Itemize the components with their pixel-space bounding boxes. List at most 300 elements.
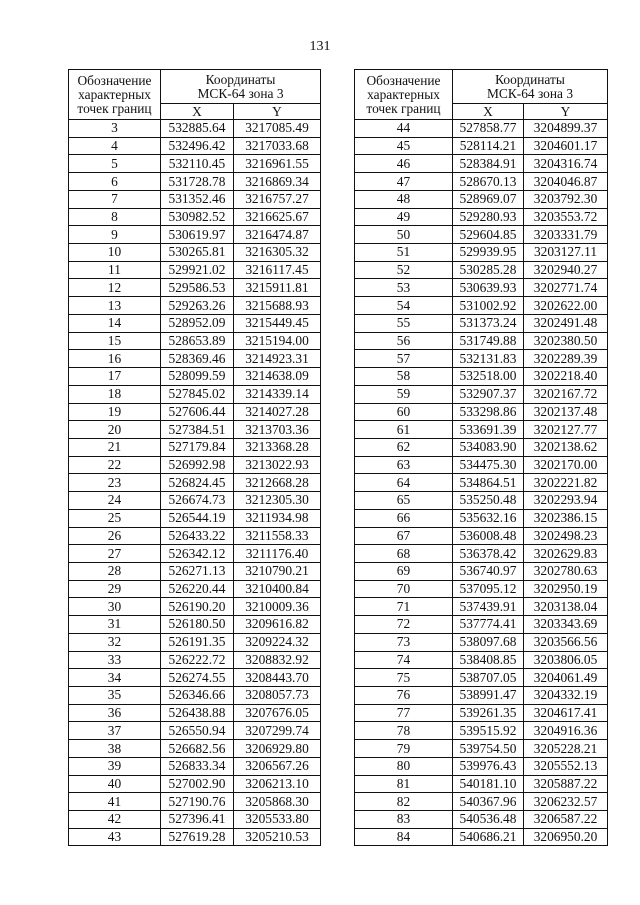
table-row (69, 545, 321, 563)
table-row (69, 704, 321, 722)
y-coordinate-cell: 3203792.30 (524, 190, 608, 208)
table-row (69, 616, 321, 634)
point-number-cell: 78 (355, 722, 453, 740)
table-row (355, 474, 608, 492)
y-coordinate-cell: 3205228.21 (524, 740, 608, 758)
table-row (355, 633, 608, 651)
x-coordinate-cell: 532496.42 (161, 137, 234, 155)
table-row (355, 598, 608, 616)
y-coordinate-cell: 3206929.80 (234, 740, 321, 758)
point-number-cell: 69 (355, 562, 453, 580)
table-row (69, 155, 321, 173)
table-row (69, 226, 321, 244)
x-coordinate-cell: 540367.96 (453, 793, 524, 811)
x-column-header: X (453, 104, 524, 120)
table-row (355, 740, 608, 758)
x-coordinate-cell: 526833.34 (161, 757, 234, 775)
table-row (355, 208, 608, 226)
y-coordinate-cell: 3202940.27 (524, 261, 608, 279)
point-number-cell: 71 (355, 598, 453, 616)
point-number-cell: 32 (69, 633, 161, 651)
y-coordinate-cell: 3211934.98 (234, 509, 321, 527)
table-row (355, 368, 608, 386)
table-row (355, 385, 608, 403)
table-row (69, 244, 321, 262)
coordinate-system-label: МСК-64 зона 3 (197, 85, 284, 101)
point-number-cell: 8 (69, 208, 161, 226)
y-coordinate-cell: 3211176.40 (234, 545, 321, 563)
table-row (69, 775, 321, 793)
table-row (355, 704, 608, 722)
y-coordinate-cell: 3209224.32 (234, 633, 321, 651)
x-coordinate-cell: 531002.92 (453, 297, 524, 315)
table-row (355, 403, 608, 421)
table-row (355, 261, 608, 279)
y-coordinate-cell: 3202127.77 (524, 421, 608, 439)
x-coordinate-cell: 526346.66 (161, 687, 234, 705)
table-row (69, 173, 321, 191)
point-number-cell: 84 (355, 828, 453, 846)
y-coordinate-cell: 3202138.62 (524, 438, 608, 456)
y-coordinate-cell: 3205552.13 (524, 757, 608, 775)
x-coordinate-cell: 539976.43 (453, 757, 524, 775)
y-coordinate-cell: 3202950.19 (524, 580, 608, 598)
x-coordinate-cell: 530639.93 (453, 279, 524, 297)
y-coordinate-cell: 3202780.63 (524, 562, 608, 580)
x-coordinate-cell: 538707.05 (453, 669, 524, 687)
x-coordinate-cell: 526438.88 (161, 704, 234, 722)
point-number-cell: 81 (355, 775, 453, 793)
table-row (69, 137, 321, 155)
x-coordinate-cell: 526190.20 (161, 598, 234, 616)
point-number-cell: 53 (355, 279, 453, 297)
x-coordinate-cell: 534083.90 (453, 438, 524, 456)
table-row (355, 828, 608, 846)
x-coordinate-cell: 537774.41 (453, 616, 524, 634)
y-coordinate-cell: 3202218.40 (524, 368, 608, 386)
x-coordinate-cell: 535632.16 (453, 509, 524, 527)
x-column-header: X (161, 104, 234, 120)
y-coordinate-cell: 3202386.15 (524, 509, 608, 527)
point-column-header (69, 70, 161, 120)
x-coordinate-cell: 529604.85 (453, 226, 524, 244)
x-coordinate-cell: 537095.12 (453, 580, 524, 598)
coordinate-system-label: МСК-64 зона 3 (486, 85, 574, 101)
table-row (355, 669, 608, 687)
x-coordinate-cell: 528670.13 (453, 173, 524, 191)
point-number-cell: 82 (355, 793, 453, 811)
y-coordinate-cell: 3209616.82 (234, 616, 321, 634)
table-row (355, 811, 608, 829)
y-coordinate-cell: 3205887.22 (524, 775, 608, 793)
table-row (355, 775, 608, 793)
y-coordinate-cell: 3204601.17 (524, 137, 608, 155)
x-coordinate-cell: 536740.97 (453, 562, 524, 580)
point-number-cell: 17 (69, 368, 161, 386)
point-number-cell: 52 (355, 261, 453, 279)
point-number-cell: 39 (69, 757, 161, 775)
table-row (355, 314, 608, 332)
point-number-cell: 19 (69, 403, 161, 421)
point-number-cell: 37 (69, 722, 161, 740)
y-coordinate-cell: 3202629.83 (524, 545, 608, 563)
point-number-cell: 49 (355, 208, 453, 226)
x-coordinate-cell: 527619.28 (161, 828, 234, 846)
x-coordinate-cell: 530619.97 (161, 226, 234, 244)
table-row (355, 580, 608, 598)
point-header-line1: Обозначение (77, 72, 152, 88)
table-row (69, 120, 321, 138)
y-coordinate-cell: 3213703.36 (234, 421, 321, 439)
point-number-cell: 20 (69, 421, 161, 439)
point-number-cell: 16 (69, 350, 161, 368)
point-number-cell: 46 (355, 155, 453, 173)
point-number-cell: 36 (69, 704, 161, 722)
x-coordinate-cell: 529939.95 (453, 244, 524, 262)
table-row (69, 811, 321, 829)
point-header-line3: точек границ (77, 100, 152, 116)
x-coordinate-cell: 539515.92 (453, 722, 524, 740)
table-row (355, 120, 608, 138)
table-row (355, 651, 608, 669)
x-coordinate-cell: 526433.22 (161, 527, 234, 545)
point-number-cell: 6 (69, 173, 161, 191)
y-coordinate-cell: 3207299.74 (234, 722, 321, 740)
point-number-cell: 24 (69, 492, 161, 510)
point-number-cell: 67 (355, 527, 453, 545)
table-row (69, 456, 321, 474)
y-coordinate-cell: 3203806.05 (524, 651, 608, 669)
point-number-cell: 65 (355, 492, 453, 510)
table-row (69, 580, 321, 598)
point-number-cell: 74 (355, 651, 453, 669)
y-coordinate-cell: 3202289.39 (524, 350, 608, 368)
point-header-line1: Обозначение (366, 72, 441, 88)
y-coordinate-cell: 3206567.26 (234, 757, 321, 775)
table-row (69, 757, 321, 775)
x-coordinate-cell: 538097.68 (453, 633, 524, 651)
table-row (69, 368, 321, 386)
y-coordinate-cell: 3204061.49 (524, 669, 608, 687)
table-row (69, 279, 321, 297)
x-coordinate-cell: 527396.41 (161, 811, 234, 829)
point-number-cell: 50 (355, 226, 453, 244)
point-number-cell: 11 (69, 261, 161, 279)
x-coordinate-cell: 540181.10 (453, 775, 524, 793)
x-coordinate-cell: 526992.98 (161, 456, 234, 474)
table-row (355, 545, 608, 563)
point-number-cell: 26 (69, 527, 161, 545)
x-coordinate-cell: 530265.81 (161, 244, 234, 262)
point-number-cell: 3 (69, 120, 161, 138)
point-number-cell: 63 (355, 456, 453, 474)
point-number-cell: 55 (355, 314, 453, 332)
y-coordinate-cell: 3208443.70 (234, 669, 321, 687)
point-number-cell: 31 (69, 616, 161, 634)
point-number-cell: 40 (69, 775, 161, 793)
point-number-cell: 66 (355, 509, 453, 527)
point-number-cell: 83 (355, 811, 453, 829)
point-number-cell: 7 (69, 190, 161, 208)
point-number-cell: 33 (69, 651, 161, 669)
y-coordinate-cell: 3215688.93 (234, 297, 321, 315)
x-coordinate-cell: 526271.13 (161, 562, 234, 580)
point-number-cell: 51 (355, 244, 453, 262)
y-coordinate-cell: 3205533.80 (234, 811, 321, 829)
x-coordinate-cell: 534864.51 (453, 474, 524, 492)
x-coordinate-cell: 532110.45 (161, 155, 234, 173)
y-coordinate-cell: 3212305.30 (234, 492, 321, 510)
table-row (69, 297, 321, 315)
y-coordinate-cell: 3214339.14 (234, 385, 321, 403)
table-row (355, 297, 608, 315)
table-row (69, 385, 321, 403)
table-row (355, 350, 608, 368)
point-number-cell: 23 (69, 474, 161, 492)
y-coordinate-cell: 3217033.68 (234, 137, 321, 155)
y-coordinate-cell: 3203331.79 (524, 226, 608, 244)
point-number-cell: 68 (355, 545, 453, 563)
table-row (69, 633, 321, 651)
coordinates-title: Координаты (205, 71, 276, 87)
point-number-cell: 13 (69, 297, 161, 315)
table-row (69, 403, 321, 421)
x-coordinate-cell: 535250.48 (453, 492, 524, 510)
y-coordinate-cell: 3203566.56 (524, 633, 608, 651)
x-coordinate-cell: 529921.02 (161, 261, 234, 279)
point-number-cell: 64 (355, 474, 453, 492)
point-number-cell: 58 (355, 368, 453, 386)
x-coordinate-cell: 529280.93 (453, 208, 524, 226)
table-row (355, 562, 608, 580)
y-coordinate-cell: 3202167.72 (524, 385, 608, 403)
y-coordinate-cell: 3214638.09 (234, 368, 321, 386)
y-coordinate-cell: 3204332.19 (524, 687, 608, 705)
point-number-cell: 79 (355, 740, 453, 758)
point-number-cell: 21 (69, 438, 161, 456)
point-number-cell: 29 (69, 580, 161, 598)
y-coordinate-cell: 3202221.82 (524, 474, 608, 492)
x-coordinate-cell: 527190.76 (161, 793, 234, 811)
coordinates-table-left (68, 69, 321, 846)
table-row (355, 244, 608, 262)
x-coordinate-cell: 526544.19 (161, 509, 234, 527)
point-number-cell: 59 (355, 385, 453, 403)
y-coordinate-cell: 3202380.50 (524, 332, 608, 350)
point-number-cell: 47 (355, 173, 453, 191)
x-coordinate-cell: 526191.35 (161, 633, 234, 651)
table-row (69, 492, 321, 510)
y-coordinate-cell: 3208057.73 (234, 687, 321, 705)
table-row (69, 669, 321, 687)
table-row (355, 173, 608, 191)
y-coordinate-cell: 3202771.74 (524, 279, 608, 297)
y-coordinate-cell: 3203553.72 (524, 208, 608, 226)
x-coordinate-cell: 528653.89 (161, 332, 234, 350)
table-row (355, 279, 608, 297)
x-coordinate-cell: 528952.09 (161, 314, 234, 332)
x-coordinate-cell: 538991.47 (453, 687, 524, 705)
point-number-cell: 60 (355, 403, 453, 421)
table-row (69, 314, 321, 332)
x-coordinate-cell: 533298.86 (453, 403, 524, 421)
point-number-cell: 5 (69, 155, 161, 173)
y-coordinate-cell: 3216117.45 (234, 261, 321, 279)
y-coordinate-cell: 3202170.00 (524, 456, 608, 474)
table-row (69, 474, 321, 492)
point-number-cell: 25 (69, 509, 161, 527)
y-coordinate-cell: 3216757.27 (234, 190, 321, 208)
x-coordinate-cell: 526824.45 (161, 474, 234, 492)
x-coordinate-cell: 540686.21 (453, 828, 524, 846)
y-column-header: Y (524, 104, 608, 120)
x-coordinate-cell: 526220.44 (161, 580, 234, 598)
point-number-cell: 80 (355, 757, 453, 775)
point-header-line3: точек границ (366, 100, 441, 116)
x-coordinate-cell: 537439.91 (453, 598, 524, 616)
y-coordinate-cell: 3204617.41 (524, 704, 608, 722)
y-coordinate-cell: 3215449.45 (234, 314, 321, 332)
x-coordinate-cell: 532907.37 (453, 385, 524, 403)
table-row (355, 757, 608, 775)
y-coordinate-cell: 3202498.23 (524, 527, 608, 545)
point-number-cell: 9 (69, 226, 161, 244)
table-row (355, 456, 608, 474)
y-coordinate-cell: 3215911.81 (234, 279, 321, 297)
x-coordinate-cell: 526222.72 (161, 651, 234, 669)
point-number-cell: 12 (69, 279, 161, 297)
table-row (355, 687, 608, 705)
y-coordinate-cell: 3206232.57 (524, 793, 608, 811)
x-coordinate-cell: 534475.30 (453, 456, 524, 474)
table-row (69, 828, 321, 846)
table-row (355, 137, 608, 155)
y-coordinate-cell: 3206587.22 (524, 811, 608, 829)
point-number-cell: 15 (69, 332, 161, 350)
point-number-cell: 70 (355, 580, 453, 598)
table-row (69, 740, 321, 758)
table-row (69, 261, 321, 279)
y-coordinate-cell: 3214923.31 (234, 350, 321, 368)
x-coordinate-cell: 531749.88 (453, 332, 524, 350)
x-coordinate-cell: 528384.91 (453, 155, 524, 173)
y-coordinate-cell: 3216961.55 (234, 155, 321, 173)
coordinates-header (453, 70, 608, 104)
point-number-cell: 54 (355, 297, 453, 315)
page-number: 131 (309, 39, 331, 54)
x-coordinate-cell: 529263.26 (161, 297, 234, 315)
x-coordinate-cell: 533691.39 (453, 421, 524, 439)
point-number-cell: 56 (355, 332, 453, 350)
y-coordinate-cell: 3213022.93 (234, 456, 321, 474)
x-coordinate-cell: 528369.46 (161, 350, 234, 368)
x-coordinate-cell: 536008.48 (453, 527, 524, 545)
table-row (355, 155, 608, 173)
y-coordinate-cell: 3210009.36 (234, 598, 321, 616)
point-number-cell: 43 (69, 828, 161, 846)
point-number-cell: 30 (69, 598, 161, 616)
table-row (69, 190, 321, 208)
point-number-cell: 61 (355, 421, 453, 439)
point-number-cell: 27 (69, 545, 161, 563)
x-coordinate-cell: 527858.77 (453, 120, 524, 138)
y-coordinate-cell: 3207676.05 (234, 704, 321, 722)
x-coordinate-cell: 527845.02 (161, 385, 234, 403)
point-number-cell: 34 (69, 669, 161, 687)
x-coordinate-cell: 532518.00 (453, 368, 524, 386)
point-column-header (355, 70, 453, 120)
y-coordinate-cell: 3216869.34 (234, 173, 321, 191)
point-number-cell: 35 (69, 687, 161, 705)
point-number-cell: 41 (69, 793, 161, 811)
table-row (355, 421, 608, 439)
x-coordinate-cell: 527384.51 (161, 421, 234, 439)
point-number-cell: 62 (355, 438, 453, 456)
x-coordinate-cell: 528114.21 (453, 137, 524, 155)
table-row (69, 208, 321, 226)
table-row (355, 226, 608, 244)
y-coordinate-cell: 3210790.21 (234, 562, 321, 580)
x-coordinate-cell: 538408.85 (453, 651, 524, 669)
point-number-cell: 42 (69, 811, 161, 829)
y-coordinate-cell: 3215194.00 (234, 332, 321, 350)
point-number-cell: 45 (355, 137, 453, 155)
x-coordinate-cell: 529586.53 (161, 279, 234, 297)
y-coordinate-cell: 3211558.33 (234, 527, 321, 545)
x-coordinate-cell: 532885.64 (161, 120, 234, 138)
point-header-line2: характерных (367, 86, 440, 102)
x-coordinate-cell: 532131.83 (453, 350, 524, 368)
x-coordinate-cell: 539261.35 (453, 704, 524, 722)
table-row (69, 527, 321, 545)
y-coordinate-cell: 3203138.04 (524, 598, 608, 616)
y-coordinate-cell: 3205210.53 (234, 828, 321, 846)
x-coordinate-cell: 528099.59 (161, 368, 234, 386)
coordinates-header (161, 70, 321, 104)
table-row (355, 190, 608, 208)
point-number-cell: 14 (69, 314, 161, 332)
x-coordinate-cell: 526274.55 (161, 669, 234, 687)
y-coordinate-cell: 3208832.92 (234, 651, 321, 669)
y-coordinate-cell: 3204316.74 (524, 155, 608, 173)
y-coordinate-cell: 3204916.36 (524, 722, 608, 740)
y-coordinate-cell: 3203343.69 (524, 616, 608, 634)
table-row (355, 492, 608, 510)
y-coordinate-cell: 3202491.48 (524, 314, 608, 332)
point-number-cell: 48 (355, 190, 453, 208)
x-coordinate-cell: 539754.50 (453, 740, 524, 758)
point-number-cell: 76 (355, 687, 453, 705)
y-coordinate-cell: 3217085.49 (234, 120, 321, 138)
x-coordinate-cell: 526550.94 (161, 722, 234, 740)
coordinates-title: Координаты (495, 71, 565, 87)
y-coordinate-cell: 3205868.30 (234, 793, 321, 811)
y-coordinate-cell: 3216625.67 (234, 208, 321, 226)
point-number-cell: 77 (355, 704, 453, 722)
y-coordinate-cell: 3202293.94 (524, 492, 608, 510)
y-coordinate-cell: 3210400.84 (234, 580, 321, 598)
point-number-cell: 44 (355, 120, 453, 138)
y-coordinate-cell: 3202137.48 (524, 403, 608, 421)
point-number-cell: 4 (69, 137, 161, 155)
y-column-header: Y (234, 104, 321, 120)
table-row (355, 793, 608, 811)
y-coordinate-cell: 3202622.00 (524, 297, 608, 315)
x-coordinate-cell: 530982.52 (161, 208, 234, 226)
y-coordinate-cell: 3206213.10 (234, 775, 321, 793)
x-coordinate-cell: 531728.78 (161, 173, 234, 191)
table-row (69, 562, 321, 580)
